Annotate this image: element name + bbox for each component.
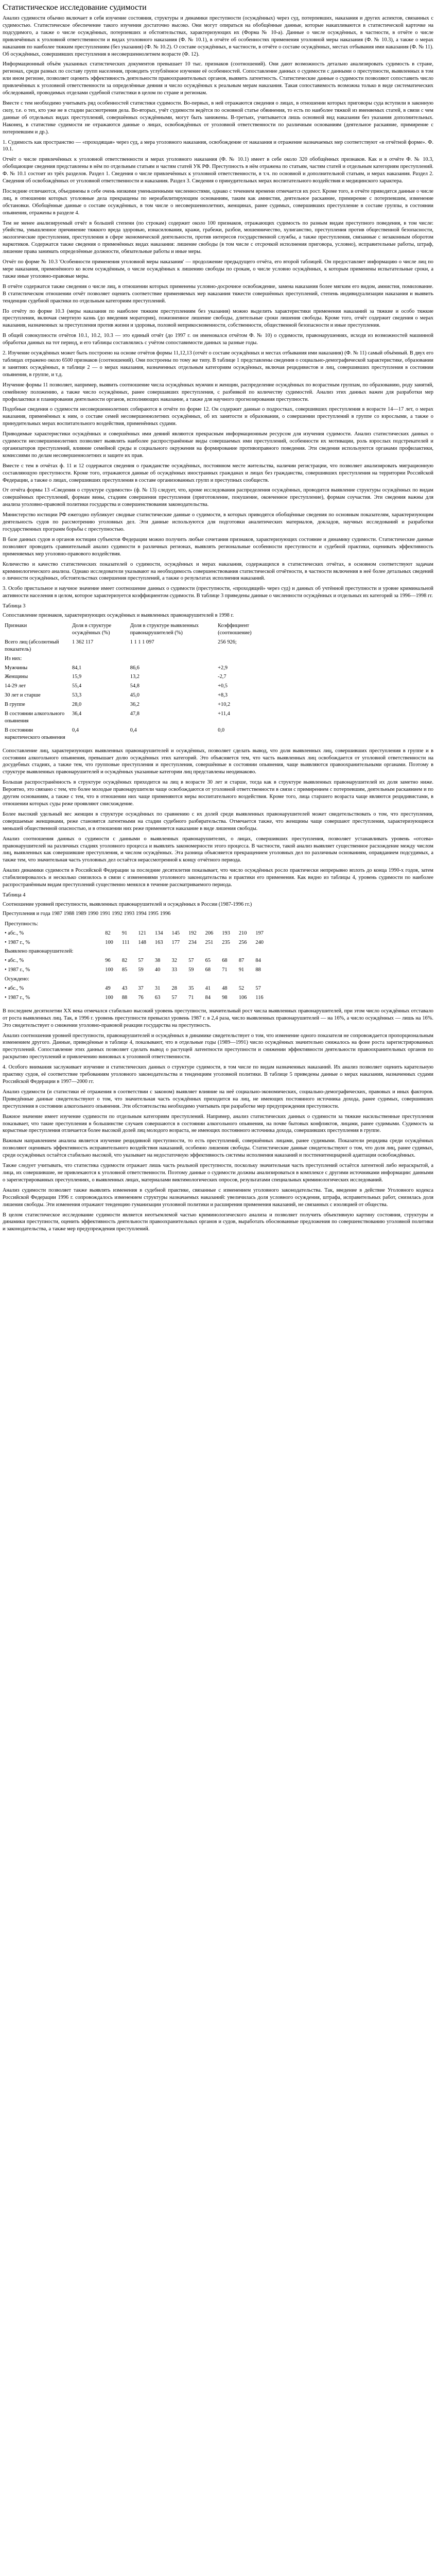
table-cell: • абс., %	[5, 958, 24, 964]
table-cell: 53,3	[72, 692, 82, 699]
paragraph: В базе данных судов и органов юстиции субъектов Федерации можно получить любые сочетания признаков, характеризующих состояние и динамику судимости. Статистические данные позволяют проводить сравнительный анализ судимости в различных регионах, выявлять региональные особенности преступности и судебной практики, оценивать эффективность применяемых мер уголовно-правового воздействия.	[3, 536, 433, 557]
table-cell: 63	[154, 994, 161, 1001]
table-cell: Осуждено:	[5, 976, 29, 982]
table-cell: • 1987 г., %	[5, 967, 30, 973]
table-row	[3, 726, 270, 742]
table-cell: +8,3	[218, 692, 228, 699]
table-cell: 0,4	[130, 727, 137, 733]
table-cell: 197	[255, 930, 264, 936]
table-cell: 40	[154, 967, 161, 973]
table-cell: 68	[205, 967, 211, 973]
table-cell: 88	[121, 994, 128, 1001]
table-4-title: Таблица 4	[3, 892, 26, 898]
table-cell: 30 лет и старше	[5, 692, 41, 699]
table-cell	[220, 920, 237, 929]
paragraph: Вместе с тем в отчётах ф. 11 и 12 содержатся сведения о гражданстве осуждённых, постоянном месте жительства, наличии регистрации, что позволяет анализировать миграционную составляющую преступности. Кроме того, отражаются данные об осуждённых иностранных гражданах и лицах без гражданства, совершивших преступления на территории Российской Федерации, а также о лицах, совершивших преступления в составе организованных групп и преступных сообществ.	[3, 463, 433, 483]
table-cell	[170, 975, 187, 984]
table-cell: Всего лиц (абсолютный показатель)	[5, 639, 59, 652]
table-cell: 86,6	[130, 665, 139, 671]
table-row	[3, 709, 270, 726]
table-cell: • 1987 г., %	[5, 939, 30, 945]
table-cell: 32	[171, 958, 177, 964]
table-cell: 38	[154, 958, 161, 964]
table-cell	[253, 920, 270, 929]
table-cell	[186, 920, 203, 929]
table-row	[3, 682, 270, 691]
paragraph: Изучение формы 11 позволяет, например, выявить соотношение числа осуждённых мужчин и женщин, распределение осуждённых по возрастным группам, по образованию, роду занятий, семейному положению, а также число осуждённых, ранее совершавших преступления, с разбивкой по количеству судимостей. Анализ этих данных важен для разработки мер профилактики и планирования деятельности органов, исполняющих наказание, а также для научного прогнозирования преступности.	[3, 382, 433, 402]
table-cell	[128, 654, 216, 664]
table-cell: +0,5	[218, 683, 228, 689]
table-cell: 84	[205, 994, 211, 1001]
table-cell: 256 926;	[218, 639, 237, 645]
table-cell: 28,0	[72, 702, 82, 708]
table-cell	[220, 947, 237, 956]
paragraph: В отчёте содержатся также сведения о числе лиц, в отношении которых применены условно-досрочное освобождение, замена наказания более мягким его видом, амнистия, помилование. В статистическом отношении отчёт позволяет оценить соответствие применяемых мер наказания тяжести совершённых преступлений, степень индивидуализации наказания и выявить тенденции судебной практики по отдельным категориям преступлений.	[3, 283, 433, 304]
table-cell: 100	[105, 994, 113, 1001]
paragraph: 1. Судимость как пространство — «проходящая» через суд, а мера уголовного наказания, освобождение от наказания и отражение назначаемых мер соответствуют «в отчётной форме». Ф. 10.1.	[3, 139, 433, 152]
table-cell: 57	[138, 958, 144, 964]
table-cell: В состоянии алкогольного опьянения	[5, 711, 65, 724]
table-4-years-row: Преступления и года 1987 1988 1989 1990 1991 1992 1993 1994 1995 1996	[3, 910, 171, 917]
table-cell: 98	[222, 994, 228, 1001]
table-cell	[153, 975, 170, 984]
table-cell: Из них:	[5, 655, 22, 662]
paragraph: Количество и качество статистических показателей о судимости, осуждённых и мерах наказания, содержащихся в статистических отчётах, в основном соответствуют задачам криминологического анализа. Однако исследователи указывают на необходимость совершенствования статистической отчётности, в частности включения в неё более детальных сведений о личности осуждённых, обстоятельствах совершения преступлений, а также о результатах исполнения наказаний.	[3, 561, 433, 582]
table-cell	[220, 975, 237, 984]
paragraph: Анализ динамики судимости в Российской Федерации за последние десятилетия показывает, что число осуждённых росло практически непрерывно вплоть до конца 1990-х годов, затем стабилизировалось и несколько снизилось в связи с изменениями уголовного законодательства и практики его применения. Как видно из таблицы 4, уровень судимости по наиболее распространённым видам преступлений существенно менялся в течение рассматриваемого периода.	[3, 868, 433, 888]
table-cell: 55,4	[72, 683, 82, 689]
table-cell: • абс., %	[5, 986, 24, 992]
table-cell: +11,4	[218, 711, 230, 717]
table-cell: Преступность:	[5, 921, 39, 927]
paragraph: Сопоставление лиц, характеризующих выявленных правонарушителей и осуждённых, позволяет сделать вывод, что доля выявленных лиц, совершивших преступления в группе и в состоянии алкогольного опьянения, превышает долю осуждённых этих категорий. Это объясняется тем, что часть выявленных лиц освобождается от уголовной ответственности на досудебных стадиях, а также тем, что групповые преступления и преступления, совершённые в состоянии опьянения, чаще выявляются правоохранительными органами. Поэтому в структуре выявленных правонарушителей и осуждённых указанные категории лиц представлены неодинаково.	[3, 748, 433, 775]
table-cell: 121	[138, 930, 146, 936]
table-cell	[237, 920, 254, 929]
table-cell	[186, 975, 203, 984]
paragraph: 2. Изучение осуждённых может быть построено на основе отчётов формы 11,12,13 (отчёт о составе осуждённых и местах отбывания ими наказания) (Ф. № 11) самый объёмный. В двух его таблицах отражено около 6500 признаков (соотношений). Они построены по тому же типу. В таблице 1 представлены сведения о социально-демографической характеристике, образовании и занятиях осуждённых, в таблице 2 — о мерах наказания, назначенных отдельным категориям осуждённых, включая рецидивистов и лиц, совершивших преступления в состоянии опьянения, в группе, и т.д.	[3, 350, 433, 378]
table-row	[3, 638, 270, 654]
table-cell: 116	[255, 994, 264, 1001]
table-cell	[170, 920, 187, 929]
table-cell: 57	[188, 958, 194, 964]
table-row	[3, 938, 270, 947]
table-cell: 84,1	[72, 665, 82, 671]
paragraph: По отчёту по форме 10.3 (меры наказания по наиболее тяжким преступлениям без указания) можно выделить характеристики применения наказаний за тяжкие и особо тяжкие преступления, включая смертную казнь (до введения моратория), пожизненное лишение свободы, длительные сроки лишения свободы. Кроме того, отчёт содержит сведения о мерах наказания, назначенных за преступления против жизни и здоровья, половой неприкосновенности, собственности, общественной безопасности и иные преступления.	[3, 308, 433, 329]
table-row	[3, 664, 270, 673]
page-title: Статистическое исследование судимости	[3, 3, 147, 12]
table-header-row	[3, 621, 270, 638]
table-row	[3, 975, 270, 984]
table-cell: 134	[154, 930, 163, 936]
paragraph: От отчёта формы 13 «Сведения о структуре судимости» (ф. № 13) следует, что, кроме исследования распределения осуждённых, проводится выявление структуры осуждённых по видам совершённых преступлений, формам вины, стадиям совершения преступления (приготовление, покушение, оконченное преступление), формам соучастия. Эти сведения важны для анализа уголовно-правовой политики государства и совершенствования законодательства.	[3, 487, 433, 508]
table-cell	[103, 920, 120, 929]
table-cell: 193	[222, 930, 230, 936]
table-cell: • 1987 г., %	[5, 994, 30, 1001]
table-cell: 52	[238, 986, 245, 992]
text-section	[3, 15, 433, 600]
paragraph: В целом статистическое исследование судимости является неотъемлемой частью криминологического анализа и позволяет получить объективную картину состояния, структуры и динамики преступности, оценить эффективность деятельности правоохранительных органов и судов, выработать обоснованные предложения по совершенствованию уголовной политики и законодательства, а также мер предупреждения преступлений.	[3, 1212, 433, 1232]
paragraph: Приводимые характеристики осуждённых и совершённых ими деяний являются прекрасным информационным ресурсом для изучения судимости. Анализ статистических данных о судимости несовершеннолетних позволяет выявлять наиболее распространённые виды совершаемых ими преступлений, особенности их мотивации, роль взрослых подстрекателей и организаторов преступлений, влияние семейной среды и социального окружения на формирование противоправного поведения. Эти сведения используются органами профилактики, комиссиями по делам несовершеннолетних и защите их прав.	[3, 431, 433, 459]
table-cell	[120, 920, 136, 929]
table-cell: 1 1 1 1 097	[130, 639, 154, 645]
paragraph: Тем не менее анализируемый отчёт в большей степени (по строкам) содержит около 100 признаков, отражающих судимость по разным видам преступного поведения, в том числе: убийства, умышленное причинение тяжкого вреда здоровью, изнасилования, кражи, грабежи, разбои, мошенничество, хулиганство, преступления против общественной безопасности, экологические преступления, преступления в сфере экономической деятельности, против интересов государственной службы, а также преступления, связанные с незаконным оборотом наркотиков. Содержатся также сведения о применённых видах наказания: лишение свободы (в том числе с отсрочкой исполнения приговора, условно), исправительные работы, штраф, лишение права занимать определённые должности, обязательные работы и иные меры.	[3, 220, 433, 255]
table-cell: 45,0	[130, 692, 139, 699]
text-section	[3, 748, 433, 889]
table-row	[3, 672, 270, 682]
paragraph: Последние отличаются, объединены в себе очень низкими уменьшенными численностями, однако с течением времени отмечается их рост. Кроме того, в отчёте приводятся данные о числе лиц, в отношении которых уголовные дела прекращены по нереабилитирующим основаниям, таким как амнистия, деятельное раскаяние, примирение с потерпевшим, изменение обстановки. Обобщённые данные о составе осуждённых, в том числе о несовершеннолетних, женщинах, ранее судимых, совершивших преступление в составе группы, в состоянии опьянения, отражены в разделе 4.	[3, 188, 433, 216]
table-cell: 15,9	[72, 674, 82, 680]
paragraph: Отчёт о числе привлечённых к уголовной ответственности и мерах уголовного наказания (Ф. № 10.1) имеет в себе около 320 обобщённых признаков. Как и в отчёте Ф. № 10.3, обобщающие сведения представлены в нём по отдельным статьям и частям статей УК РФ. Преступность в нём отражена по статьям, частям статей и отдельным категориям преступлений. Ф. № 10.1 состоит из трёх разделов. Раздел 1. Сведения о числе привлечённых к уголовной ответственности, в т.ч. по основной и дополнительной статьям, и мерах наказания. Раздел 2. Сведения об освобождённых от уголовной ответственности и наказания. Раздел 3. Сведения о принудительных мерах воспитательного воздействия и медицинского характера.	[3, 157, 433, 184]
table-cell: 111	[121, 939, 130, 945]
table-cell: 76	[138, 994, 144, 1001]
table-cell: 68	[222, 958, 228, 964]
table-cell	[153, 920, 170, 929]
text-section	[3, 1008, 433, 1233]
table-cell: 82	[105, 930, 111, 936]
table-cell: 71	[222, 967, 228, 973]
table-header-cell: Доля в структуре осуждённых (%)	[72, 622, 112, 636]
table-cell: 88	[255, 967, 261, 973]
table-row	[3, 929, 270, 938]
table-cell: 106	[238, 994, 247, 1001]
table-cell: 43	[121, 986, 128, 992]
table-cell: 35	[188, 986, 194, 992]
paragraph: Отчёт по форме № 10.3 'Особенности применения уголовной меры наказания' — продолжение предыдущего отчёта, его второй таблицей. Он предоставляет информацию о числе лиц по мере наказания, применённого ко всем осуждённым, о числе осуждённых к лишению свободы по срокам, о числе условно осуждённых, к которым применены испытательные сроки, а также иные уголовно-правовые меры.	[3, 259, 433, 279]
paragraph: Важным направлением анализа является изучение рецидивной преступности, то есть преступлений, совершённых лицами, ранее судимыми. Показатели рецидива среди осуждённых позволяют оценивать эффективность исправительного воздействия наказаний, особенно лишения свободы. Статистические данные свидетельствуют о том, что доля лиц, ранее судимых, среди осуждённых остаётся стабильно высокой, что указывает на недостаточную эффективность системы исполнения наказаний и постпенитенциарной адаптации освобождённых.	[3, 1138, 433, 1159]
table-cell: Выявлено правонарушителей:	[5, 948, 74, 955]
paragraph: В общей совокупности отчётов 10.1, 10.2, 10.3 — это единый отчёт (до 1997 г. он именовался отчётом Ф. № 10) о судимости, правонарушениях, исходя из возможностей машинной обработки данных на тот период, и его таблицы составлялись с учётом сопоставимости данных за разные годы.	[3, 333, 433, 346]
table-cell	[136, 975, 153, 984]
table-row	[3, 965, 270, 975]
table-row	[3, 700, 270, 709]
table-row	[3, 993, 270, 1003]
table-cell	[136, 920, 153, 929]
table-cell: 234	[188, 939, 197, 945]
paragraph: Министерство юстиции РФ ежегодно публикует сводные статистические данные о судимости, в которых приводятся обобщённые сведения по основным показателям, характеризующим деятельность судов по рассмотрению уголовных дел. Эти данные используются для подготовки аналитических материалов, докладов, научных исследований и разработки государственных программ борьбы с преступностью.	[3, 512, 433, 532]
table-cell: 13,2	[130, 674, 139, 680]
table-cell	[120, 975, 136, 984]
table-cell: 0,0	[218, 727, 225, 733]
table-row	[3, 691, 270, 700]
table-3-title: Таблица 3	[3, 603, 26, 609]
paragraph: 3. Особо пристальное и научное значение имеет соотношение данных о судимости (преступности, «проходящей» через суд) и данных об учтённой преступности и уровне криминальной активности населения в целом, которое характеризуется коэффициентом судимости. В таблице 3 приведены данные о численности осуждённых и отдельных их категорий за 1996—1998 гг.	[3, 586, 433, 599]
table-cell: Женщины	[5, 674, 28, 680]
table-cell: 33	[171, 967, 177, 973]
paragraph: Анализ соотношения данных о судимости с данными о выявленных правонарушителях, о лицах, совершивших преступления, позволяет устанавливать уровень «отсева» правонарушителей на различных стадиях уголовного процесса и выявлять закономерности этого процесса. В частности, такой анализ выявляет существенное расхождение между числом лиц, выявленных как совершившие преступления, и числом осуждённых. Эта разница объясняется прекращением уголовных дел по различным основаниям, оправданием подсудимых, а также тем, что значительная часть уголовных дел остаётся нерассмотренной к концу отчётного периода.	[3, 836, 433, 863]
table-cell: 192	[188, 930, 197, 936]
table-row	[3, 984, 270, 993]
paragraph: Анализ судимости обычно включает в себя изучение состояния, структуры и динамики преступности (осуждённых) через суд, потерпевших, наказания и других аспектов, связанных с судимостью. Статистическое обеспечение такого изучения достаточно высоко. Они могут опираться на обобщённые данные, которые накапливаются в статистической карточке на подсудимого, а также о числе осуждённых, потерпевших и обстоятельствах, характеризующих их (Форма № 10-а). Данные о числе осуждённых, в частности, в отчёте о числе привлечённых к уголовной ответственности и видах уголовного наказания (Ф. № 10.1), в отчёте об особенностях применения уголовной меры наказания (Ф. № 10.3), а также о мерах наказания по наиболее тяжким преступлениям (без указания) (Ф. № 10.2). О составе осуждённых, в частности, в отчёте о составе осуждённых, местах отбывания ими наказания (Ф. № 11). Об осуждённых, совершивших преступления в несовершеннолетнем возрасте (Ф. 12).	[3, 15, 433, 57]
paragraph: Вместе с тем необходимо учитывать ряд особенностей статистики судимости. Во-первых, в ней отражаются сведения о лицах, в отношении которых приговоры суда вступили в законную силу, т.е. о тех, кто уже не в стадии рассмотрения дела. Во-вторых, учёт судимости ведётся по основной статье обвинения, то есть по наиболее тяжкой из вменяемых статей, в связи с чем данные об отдельных видах преступлений, совершённых осуждёнными, могут быть занижены. В-третьих, учитывается лишь основной вид наказания без указания дополнительных. Наконец, в статистике судимости не отражаются данные о лицах, освобождённых от уголовной ответственности по различным основаниям (деятельное раскаяние, примирение с потерпевшим и др.).	[3, 100, 433, 135]
table-cell	[216, 654, 270, 664]
table-cell: 87	[238, 958, 245, 964]
table-cell	[103, 947, 120, 956]
table-cell: +2,9	[218, 665, 228, 671]
table-cell: 0,4	[72, 727, 79, 733]
table-cell	[203, 920, 220, 929]
table-cell	[70, 654, 128, 664]
table-cell: 100	[105, 939, 113, 945]
table-cell: 240	[255, 939, 264, 945]
table-cell: 210	[238, 930, 247, 936]
table-cell: 31	[154, 986, 161, 992]
table-cell	[253, 975, 270, 984]
table-cell: +10,2	[218, 702, 231, 708]
table-cell: 28	[171, 986, 177, 992]
table-cell: 57	[171, 994, 177, 1001]
table-cell: 85	[121, 967, 128, 973]
table-cell: 49	[105, 986, 111, 992]
table-cell: 145	[171, 930, 180, 936]
table-row	[3, 956, 270, 965]
table-cell: 65	[205, 958, 211, 964]
table-header-cell: Признаки	[5, 622, 27, 629]
table-row	[3, 920, 270, 929]
table-cell: 41	[205, 986, 211, 992]
table-cell: 59	[188, 967, 194, 973]
paragraph: Более высокий удельный вес женщин в структуре осуждённых по сравнению с их долей среди выявленных правонарушителей может свидетельствовать о том, что преступления, совершаемые женщинами, реже становятся латентными на стадии судебного разбирательства. Отмечается также, что женщины чаще совершают преступления, характеризующиеся меньшей общественной опасностью, и в отношении них реже применяется наказание в виде лишения свободы.	[3, 811, 433, 832]
table-cell	[203, 947, 220, 956]
table-cell: 14-29 лет	[5, 683, 26, 689]
table-cell	[186, 947, 203, 956]
paragraph: Важное значение имеет изучение судимости по отдельным категориям преступлений. Например, анализ статистических данных о судимости за тяжкие насильственные преступления показывает, что такие преступления в большинстве случаев совершаются в состоянии алкогольного опьянения, на почве бытовых конфликтов, лицами, ранее судимыми. Судимость за корыстные преступления отличается более высокой долей лиц молодого возраста, не имеющих постоянного источника дохода, совершивших преступления в группе.	[3, 1113, 433, 1134]
table-cell: 163	[154, 939, 163, 945]
table-row	[3, 654, 270, 664]
table-cell: 91	[238, 967, 245, 973]
table-3	[3, 621, 270, 742]
table-cell: -2,7	[218, 674, 226, 680]
table-cell: В группе	[5, 702, 25, 708]
paragraph: Анализ соотношения уровней преступности, правонарушителей и осуждённых в динамике свидетельствует о том, что изменение одного показателя не сопровождается пропорциональным изменением другого. Данные, приведённые в таблице 4, показывают, что в отдельные годы (1989—1991) число осуждённых значительно снижалось на фоне роста зарегистрированных преступлений. Сопоставление этих данных позволяет сделать вывод о растущей латентности преступности и снижении эффективности деятельности правоохранительных органов по раскрытию преступлений и привлечению виновных к уголовной ответственности.	[3, 1032, 433, 1060]
paragraph: Также следует учитывать, что статистика судимости отражает лишь часть реальной преступности, поскольку значительная часть преступлений остаётся латентной либо нераскрытой, а лица, их совершившие, не привлекаются к уголовной ответственности. Поэтому данные о судимости должны анализироваться в комплексе с другими источниками информации: данными о зарегистрированных преступлениях, о выявленных лицах, материалами виктимологических опросов, результатами специальных криминологических исследований.	[3, 1163, 433, 1183]
paragraph: Большая распространённость в структуре осуждённых приходится на лиц в возрасте 30 лет и старше, тогда как в структуре выявленных правонарушителей их доля заметно ниже. Вероятно, это связано с тем, что более молодые правонарушители чаще освобождаются от уголовной ответственности в связи с примирением с потерпевшим, деятельным раскаянием и по другим основаниям, а также с тем, что в отношении них чаще применяются меры воспитательного воздействия. Кроме того, лица старшего возраста чаще являются рецидивистами, в отношении которых суды реже проявляют снисхождение.	[3, 779, 433, 807]
table-cell: 1 362 117	[72, 639, 94, 645]
table-cell: 57	[255, 986, 261, 992]
paragraph: Анализ судимости (и статистики её отражения в соответствии с законом) выявляет влияние на неё социально-экономических, социально-демографических, правовых и иных факторов. Приведённые данные свидетельствуют о том, что значительная часть осуждённых приходится на лиц, не имеющих постоянного источника дохода, ранее судимых, совершивших преступления в состоянии алкогольного опьянения. Эти обстоятельства необходимо учитывать при разработке мер предупреждения преступности.	[3, 1089, 433, 1109]
table-cell: 47,8	[130, 711, 139, 717]
table-cell: Мужчины	[5, 665, 28, 671]
table-cell: 251	[205, 939, 214, 945]
paragraph: Информационный объём указанных статистических документов превышает 10 тыс. признаков (соотношений). Они дают возможность детально анализировать судимость в стране, регионах, среди разных по составу групп населения, проводить углублённое изучение её особенностей. Сопоставление данных о судимости с данными о преступности, выявленных в том или ином регионе, позволяет оценить эффективность деятельности правоохранительных органов, выявить латентность. Статистические данные о судимости позволяют сопоставить число привлечённых к уголовной ответственности за определённые деяния и число осуждённых к реальным мерам наказания. Такая сопоставимость возможна только в виде систематических обследований, проводимых отделами судебной статистики в целом по стране и регионам.	[3, 61, 433, 96]
paragraph: Анализ судимости позволяет также выявлять изменения в судебной практике, связанные с изменением уголовного законодательства. Так, введение в действие Уголовного кодекса Российской Федерации 1996 г. сопровождалось изменением структуры назначаемых наказаний: увеличилась доля условного осуждения, штрафа, исправительных работ, снизилась доля лишения свободы. Эти изменения отражают тенденцию гуманизации уголовной политики и расширения применения наказаний, не связанных с изоляцией от общества.	[3, 1187, 433, 1208]
table-cell	[136, 947, 153, 956]
table-cell: 36,2	[130, 702, 139, 708]
table-cell	[170, 947, 187, 956]
table-cell: 177	[171, 939, 180, 945]
table-cell: 36,4	[72, 711, 82, 717]
table-cell: 148	[138, 939, 146, 945]
table-cell: 59	[138, 967, 144, 973]
paragraph: В последнем десятилетии XX века отмечался стабильно высокий уровень преступности, значительный рост числа выявленных правонарушителей, при этом число осуждённых отставало от роста выявленных лиц. Так, в 1996 г. уровень преступности превысил уровень 1987 г. в 2,4 раза, число выявленных правонарушителей — на 16%, а число осуждённых — лишь на 16%. Это свидетельствует о снижении уголовно-правовой реакции государства на преступность.	[3, 1008, 433, 1028]
table-cell	[203, 975, 220, 984]
table-cell: 206	[205, 930, 214, 936]
table-cell: 37	[138, 986, 144, 992]
table-cell: В состоянии наркотического опьянения	[5, 727, 65, 740]
table-cell: • абс., %	[5, 930, 24, 936]
table-cell: 91	[121, 930, 128, 936]
paragraph: 4. Особого внимания заслуживает изучение и статистических данных о структуре судимости, в том числе по видам назначенных наказаний. Их анализ позволяет оценить карательную практику судов, её соответствие требованиям уголовного законодательства и тенденциям уголовной политики. В таблице 5 приведены данные о мерах наказания, назначенных судами Российской Федерации в 1997—2000 гг.	[3, 1064, 433, 1084]
table-cell: 71	[188, 994, 194, 1001]
table-4-caption: Соотношение уровней преступности, выявленных правонарушителей и осуждённых в России (1987-1996 гг.)	[3, 901, 252, 907]
table-cell	[103, 975, 120, 984]
table-cell: 84	[255, 958, 261, 964]
table-header-cell: Доля в структуре выявленных правонарушителей (%)	[130, 622, 199, 636]
table-cell: 54,8	[130, 683, 139, 689]
table-cell	[253, 947, 270, 956]
table-cell: 96	[105, 958, 111, 964]
table-3-caption: Сопоставление признаков, характеризующих осуждённых и выявленных правонарушителей в 1998 г.	[3, 613, 234, 619]
table-cell: 48	[222, 986, 228, 992]
table-cell	[120, 947, 136, 956]
table-cell: 256	[238, 939, 247, 945]
paragraph: Подобные сведения о судимости несовершеннолетних собираются в отчёте по форме 12. Он содержит данные о подростках, совершивших преступления в возрасте 14—17 лет, о мерах наказания, применённых к ним, о составе семей несовершеннолетних осуждённых, об их занятости и образовании, о совершении преступлений в группе со взрослыми, а также о принудительных мерах воспитательного воздействия, применённых судами.	[3, 406, 433, 427]
table-cell: 235	[222, 939, 230, 945]
table-cell: 82	[121, 958, 128, 964]
table-row	[3, 947, 270, 956]
table-header-cell: Коэффициент (соотношение)	[218, 622, 252, 636]
table-4	[3, 920, 270, 1003]
table-cell	[153, 947, 170, 956]
table-cell	[237, 975, 254, 984]
table-cell	[237, 947, 254, 956]
table-cell: 100	[105, 967, 113, 973]
